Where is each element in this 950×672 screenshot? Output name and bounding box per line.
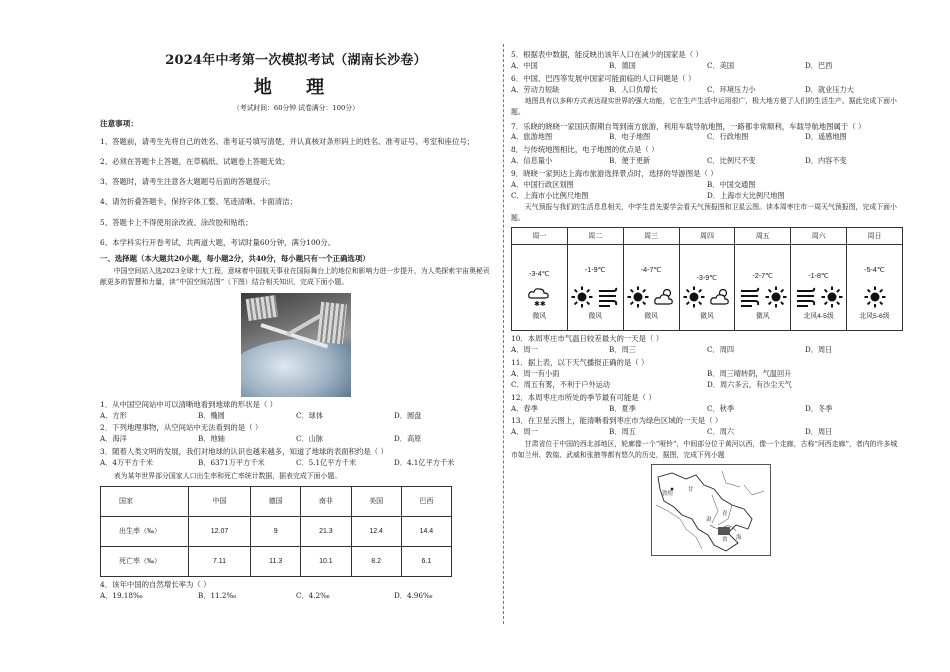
sun-icon [764, 285, 788, 309]
weather-icons [735, 285, 790, 309]
weather-temp: -2-7℃ [752, 271, 774, 281]
option-a[interactable]: A．方形 [100, 410, 127, 420]
option-b[interactable]: B．椭圆 [198, 410, 225, 420]
wind-icon [596, 285, 620, 309]
section-heading: 一、选择题（本大题共20小题，每小题2分，共40分，每小题只有一个正确选项） [100, 253, 370, 263]
weather-day-header: 周四 [679, 228, 735, 245]
option-b[interactable]: B．便于更新 [609, 156, 651, 166]
notice-item: 6、本学科实行开卷考试，共两道大题，考试时量60分钟，满分100分。 [100, 237, 336, 247]
weather-cell [567, 245, 623, 331]
option-d[interactable]: D．巴西 [805, 60, 833, 70]
table-cell: 出生率（‰） [101, 516, 189, 546]
weather-temp: -3-9℃ [696, 273, 718, 283]
weather-cell [791, 245, 847, 331]
weather-wind: 微风 [644, 313, 658, 321]
option-b[interactable]: B．夏季 [609, 403, 636, 413]
map-label: 敦煌 [662, 491, 674, 498]
option-d[interactable]: D．4.1亿平方千米 [394, 458, 455, 468]
question-12: 12．本周枣庄市所处的季节最有可能是（ ） A．春季 B．夏季 C．秋季 D．冬季 [511, 393, 903, 414]
option-a[interactable]: A．信息量小 [511, 156, 553, 166]
weather-wind: 北风5-6级 [859, 313, 890, 321]
option-c[interactable]: C．秋季 [707, 403, 735, 413]
weather-icons [791, 285, 846, 309]
option-d[interactable]: D．上海市大比例尺地图 [707, 190, 785, 200]
option-d[interactable]: D．周日 [805, 345, 833, 355]
option-a[interactable]: A．春季 [511, 403, 538, 413]
question-9: 9．晓晓一家到达上海市旅游选择景点时，选择的导游图是（ ） A．中国行政区划图 B．中国交通图 C．上海市小比例尺地图 D．上海市大比例尺地图 [511, 169, 903, 200]
weather-cell [623, 245, 679, 331]
table-row [512, 228, 903, 245]
sun-icon [682, 285, 706, 309]
option-c[interactable]: C．比例尺不变 [707, 156, 756, 166]
exam-title: 2024年中考第一次模拟考试（湖南长沙卷） [165, 53, 427, 68]
question-10: 10．本周枣庄市气温日较差最大的一天是（ ） A．周一 B．周三 C．周四 D．周日 [511, 334, 903, 355]
question-8: 8．与传统地图相比，电子地图的优点是（ ） A．信息量小 B．便于更新 C．比例尺不变 D．内容不变 [511, 145, 903, 166]
weather-day-header: 周二 [567, 228, 623, 245]
map-label: 海 [736, 535, 742, 542]
table-cell: 14.4 [401, 516, 451, 546]
weather-day-header: 周三 [623, 228, 679, 245]
table-cell: 7.11 [189, 546, 251, 576]
option-c[interactable]: C．周六 [707, 427, 735, 437]
subject-title: 地 理 [253, 76, 339, 98]
cloud-snow-icon [527, 285, 551, 309]
option-c[interactable]: C．周四 [707, 345, 735, 355]
table-cell: 12.07 [189, 516, 251, 546]
option-b[interactable]: B．11.2‰ [198, 590, 237, 600]
weather-wind: 微风 [756, 313, 770, 321]
option-a[interactable]: A．周一有小雨 [511, 369, 560, 379]
table-header: 德国 [251, 486, 301, 516]
option-a[interactable]: A．周一 [511, 345, 538, 355]
table-header: 中国 [189, 486, 251, 516]
option-c[interactable]: C．5.1亿平方千米 [296, 458, 357, 468]
wind-icon [738, 285, 762, 309]
notice-block [100, 119, 492, 250]
option-d[interactable]: D．高原 [394, 434, 422, 444]
option-a[interactable]: A．旅游地图 [511, 132, 553, 142]
gansu-map [651, 464, 771, 556]
option-a[interactable]: A．19.18‰ [100, 590, 143, 600]
weather-day-header: 周日 [847, 228, 903, 245]
weather-temp: -5-4℃ [864, 265, 885, 275]
option-d[interactable]: D．遥感地图 [805, 132, 847, 142]
notice-item: 5、答题卡上不得使用涂改液、涂改胶和贴纸； [100, 217, 253, 227]
weather-icons [512, 285, 567, 309]
weather-temp: -4-7℃ [640, 265, 662, 275]
sun-icon [570, 285, 594, 309]
gansu-intro: 甘肃省位于中国的西北部地区，轮廓像一个“哑铃”，中间部分位于黄河以西，像一个走廊，古称“河西走廊”，者内的许多城市如兰州、敦煌、武威和张掖等都有悠久的历史，据图，完成下列小题 [511, 439, 898, 459]
option-a[interactable]: A．4万平方千米 [100, 458, 153, 468]
right-column [511, 44, 903, 556]
weather-wind: 北风4-5级 [803, 313, 834, 321]
population-table [100, 486, 452, 577]
option-d[interactable]: D．4.96‰ [394, 590, 433, 600]
weather-temp: -3-4℃ [528, 269, 550, 279]
option-c[interactable]: C．山脉 [296, 434, 324, 444]
option-c[interactable]: C．环境压力小 [707, 84, 756, 94]
map-label: 青 [722, 511, 728, 518]
question-4: 4．该年中国的自然增长率为（ ） A．19.18‰ B．11.2‰ C．4.2‰ D．4.96‰ [100, 580, 492, 601]
table-row [101, 516, 452, 546]
table-row [512, 245, 903, 331]
weather-wind: 微风 [588, 313, 603, 321]
option-b[interactable]: B．周三 [609, 345, 636, 355]
option-a[interactable]: A．中国行政区划图 [511, 179, 574, 189]
option-a[interactable]: A．中国 [511, 60, 538, 70]
table-row [101, 486, 452, 516]
weather-day-header: 周六 [791, 228, 847, 245]
table-cell: 9 [251, 516, 301, 546]
weather-icons [624, 285, 679, 309]
wind-icon [794, 285, 818, 309]
option-b[interactable]: B．人口负增长 [609, 84, 658, 94]
weather-intro: 天气预报与我们的生活息息相关，中学生首先要学会看天气预报图和卫星云图。读本周枣庄市一周天气预报图，完成下面小题。 [511, 203, 897, 223]
weather-temp: -1-8℃ [808, 271, 830, 281]
left-column [100, 44, 492, 601]
option-d[interactable]: D．圆盘 [394, 410, 422, 420]
table-cell: 12.4 [351, 516, 401, 546]
option-c[interactable]: C．周五有雾，不利于户外运动 [511, 379, 610, 389]
option-d[interactable]: D．就业压力大 [805, 84, 854, 94]
notice-item: 3、答题时，请考生注意各大题题号后面的答题提示； [100, 177, 275, 187]
option-b[interactable]: B．电子地图 [609, 132, 651, 142]
option-b[interactable]: B．地轴 [198, 434, 225, 444]
map-label: 甘 [688, 487, 694, 494]
option-c[interactable]: C．美国 [707, 60, 735, 70]
table-cell: 21.3 [301, 516, 351, 546]
question-7: 7．乐晓的晓晓一家国庆假期自驾到南方旅游，利用车载导航地图，一路都非常顺利，车载导航地图属于（ ） A．旅游地图 B．电子地图 C．行政地图 D．遥感地图 [511, 122, 903, 143]
option-c[interactable]: C．上海市小比例尺地图 [511, 190, 589, 200]
table-row [101, 546, 452, 576]
question-1: 1．从中国空间站中可以清晰地看到地球的形状是（ ） A．方形 B．椭圆 C．球体 D．圆盘 [100, 400, 492, 421]
weather-cell [847, 245, 903, 331]
option-b[interactable]: B．德国 [609, 60, 636, 70]
table-header: 国家 [101, 486, 189, 516]
notice-item: 2、必须在答题卡上答题，在草稿纸、试题卷上答题无效； [100, 157, 290, 167]
option-b[interactable]: B．周五 [609, 427, 636, 437]
option-b[interactable]: B．周三晴转阴，气温回升 [707, 369, 792, 379]
option-d[interactable]: D．冬季 [805, 403, 833, 413]
option-d[interactable]: D．周日 [805, 427, 833, 437]
table-header: 南非 [301, 486, 351, 516]
sun-icon [820, 285, 844, 309]
notice-item: 1、答题前，请考生先将自己的姓名、准考证号填写清楚，并认真核对条形码上的姓名、准考证号、考室和座位号； [100, 137, 475, 147]
cloud-sun-icon [708, 285, 732, 309]
section-intro: 中国空间站入选2023全球十大工程，意味着中国航天事业在国际舞台上的地位和影响力进一步提升，为人类探索宇宙奥秘贡献更多的智慧和力量，读“中国空间站图”（下图）结合相关知识，完成下面小题。 [100, 266, 490, 286]
weather-cell [735, 245, 791, 331]
option-a[interactable]: A．周一 [511, 427, 538, 437]
sun-icon [863, 285, 887, 309]
weather-wind: 微风 [532, 313, 547, 321]
option-d[interactable]: D．周六多云，有沙尘天气 [707, 379, 792, 389]
weather-day-header: 周一 [512, 228, 568, 245]
table-cell: 死亡率（‰） [101, 546, 189, 576]
weather-cell [679, 245, 735, 331]
weather-day-header: 周五 [735, 228, 791, 245]
option-c[interactable]: C．4.2‰ [296, 590, 330, 600]
table-header: 巴西 [401, 486, 451, 516]
option-d[interactable]: D．内容不变 [805, 156, 847, 166]
notice-heading: 注意事项： [100, 119, 138, 129]
column-divider [503, 44, 504, 624]
cloud-sun-icon [652, 285, 676, 309]
notice-item: 4、请勿折叠答题卡，保持字体工整、笔迹清晰、卡面清洁； [100, 197, 297, 207]
table-header: 美国 [351, 486, 401, 516]
question-5: 5．根据表中数据，能反映出该年人口在减少的国家是（ ） A．中国 B．德国 C．美国 D．巴西 [511, 50, 903, 71]
weather-icons [680, 285, 735, 309]
option-a[interactable]: A．劳动力短缺 [511, 84, 560, 94]
option-b[interactable]: B．6371万平方千米 [198, 458, 265, 468]
weather-table [511, 227, 903, 331]
option-c[interactable]: C．球体 [296, 410, 324, 420]
space-station-photo [241, 293, 351, 397]
sun-icon [626, 285, 650, 309]
map-label: 省 [722, 537, 728, 544]
map-label: 肃 [706, 517, 712, 524]
option-c[interactable]: C．行政地图 [707, 132, 749, 142]
weather-icons [847, 285, 902, 309]
question-11: 11．据上表，以下天气播报正确的是（ ） A．周一有小雨 B．周三晴转阴，气温回升 C．周五有雾，不利于户外运动 D．周六多云，有沙尘天气 [511, 358, 903, 389]
option-b[interactable]: B．中国交通图 [707, 179, 756, 189]
weather-icons [568, 285, 623, 309]
map-intro: 地图具有以多种方式表达现实世界的强大功能，它在生产生活中运用很广，极大地方便了人们的生活生产。据此完成下面小题。 [511, 97, 897, 117]
table-cell: 11.3 [251, 546, 301, 576]
weather-wind: 微风 [700, 313, 714, 321]
table-intro: 表为某年世界部分国家人口出生率和死亡率统计数据，据表完成下面小题。 [113, 471, 342, 480]
table-cell: 8.2 [351, 546, 401, 576]
question-3: 3．随着人类文明的发展，我们对地球的认识也越来越多，知道了地球的表面积约是（ ） A．4万平方千米 B．6371万平方千米 C．5.1亿平方千米 D．4.1亿平方千米 [100, 447, 492, 468]
weather-cell [512, 245, 568, 331]
weather-temp: -1-9℃ [584, 265, 606, 275]
svg-text:✱✱: ✱✱ [534, 301, 547, 309]
table-cell: 6.1 [401, 546, 451, 576]
table-cell: 10.1 [301, 546, 351, 576]
question-13: 13．在卫星云图上，能清晰看到枣庄市为绿色区域的一天是（ ） A．周一 B．周五 C．周六 D．周日 [511, 416, 903, 437]
question-6: 6．中国、巴西等发展中国家可能面临的人口问题是（ ） A．劳动力短缺 B．人口负增长 C．环境压力小 D．就业压力大 [511, 74, 903, 95]
question-2: 2．下列地理事物，从空间站中无法看到的是（ ） A．海洋 B．地轴 C．山脉 D．高原 [100, 423, 492, 444]
option-a[interactable]: A．海洋 [100, 434, 127, 444]
exam-info: （考试时间：60分钟 试卷满分：100分） [233, 103, 359, 112]
